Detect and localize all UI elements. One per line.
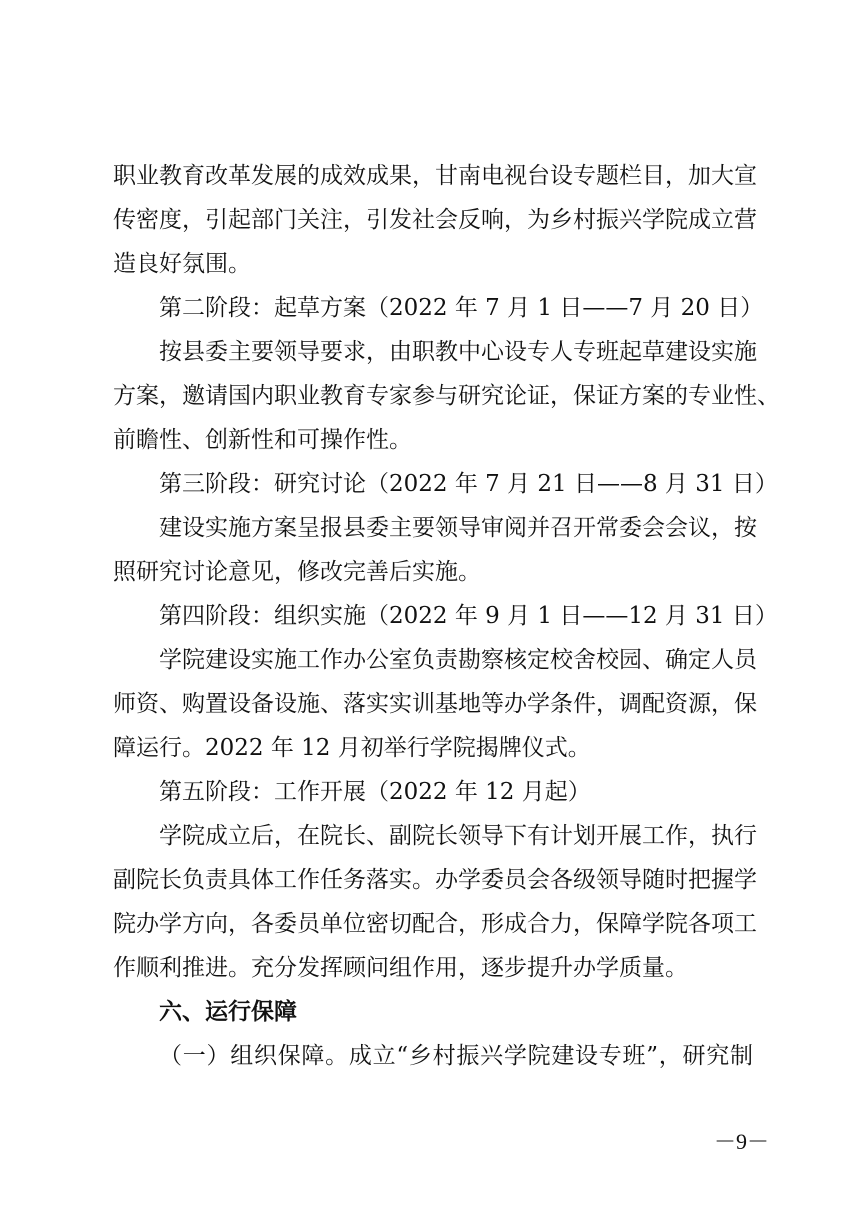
paragraph-line: 造良好氛围。 [113,251,251,277]
page-number: －9－ [714,1129,770,1154]
section-heading: 六、运行保障 [159,999,297,1025]
paragraph-line: 建设实施方案呈报县委主要领导审阅并召开常委会会议，按 [159,515,757,541]
paragraph-line: 副院长负责具体工作任务落实。办学委员会各级领导随时把握学 [113,867,757,893]
document-body [113,154,780,1078]
stage-heading: 第二阶段：起草方案（2022 年 7 月 1 日——7 月 20 日） [159,295,764,321]
paragraph-line: 方案，邀请国内职业教育专家参与研究论证，保证方案的专业性、 [113,383,780,409]
paragraph-line: 学院建设实施工作办公室负责勘察核定校舍校园、确定人员 [159,647,757,673]
paragraph-line: 学院成立后，在院长、副院长领导下有计划开展工作，执行 [159,823,757,849]
stage-heading: 第四阶段：组织实施（2022 年 9 月 1 日——12 月 31 日） [159,603,778,629]
paragraph-line: 照研究讨论意见，修改完善后实施。 [113,559,481,585]
stage-heading: 第三阶段：研究讨论（2022 年 7 月 21 日——8 月 31 日） [159,471,778,497]
paragraph-line: 作顺利推进。充分发挥顾问组作用，逐步提升办学质量。 [113,955,688,981]
paragraph-line: 前瞻性、创新性和可操作性。 [113,427,412,453]
paragraph-line: 师资、购置设备设施、落实实训基地等办学条件，调配资源，保 [113,691,757,717]
stage-heading: 第五阶段：工作开展（2022 年 12 月起） [159,779,591,805]
paragraph-line: 院办学方向，各委员单位密切配合，形成合力，保障学院各项工 [113,911,757,937]
paragraph-line: 障运行。2022 年 12 月初举行学院揭牌仪式。 [113,735,591,761]
paragraph-line: 传密度，引起部门关注，引发社会反响，为乡村振兴学院成立营 [113,207,757,233]
paragraph-line: 职业教育改革发展的成效成果，甘南电视台设专题栏目，加大宣 [113,163,757,189]
paragraph-line: 按县委主要领导要求，由职教中心设专人专班起草建设实施 [159,339,757,365]
paragraph-line: （一）组织保障。成立“乡村振兴学院建设专班”，研究制 [159,1043,753,1069]
